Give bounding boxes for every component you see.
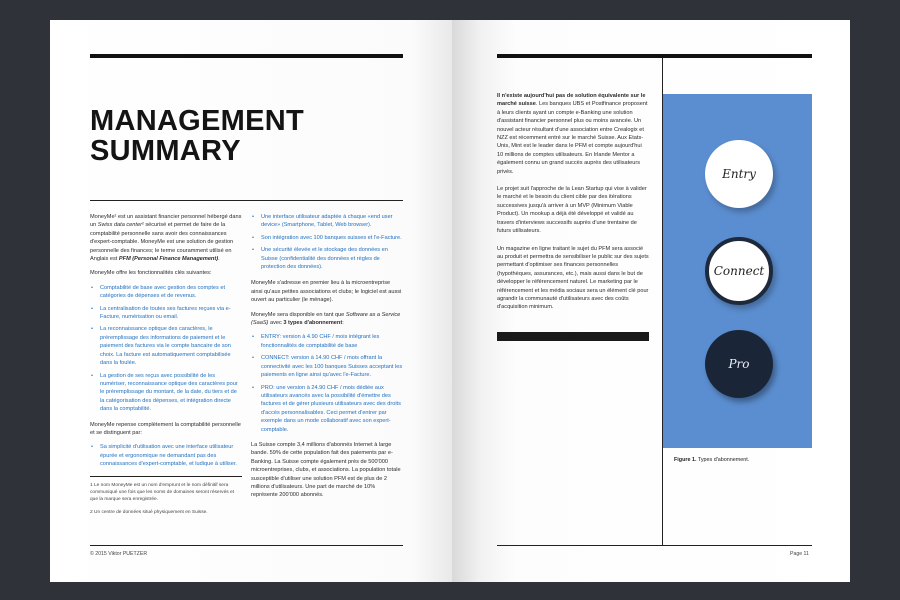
page-number: Page 11 xyxy=(790,551,809,557)
list-item: • La centralisation de toutes ses factures reçues via e-Facture, numérisation ou email. xyxy=(90,305,242,322)
lean-startup-paragraph: Le projet suit l'approche de la Lean Startup qui vise à valider le marché et le besoin du client cible par des itérations successives jusqu'à arriver à un MVP (Minimum Viable Product). Un mookup a déjà été développé et validé au travers d'interviews successifs auprès d'une trentaine de futurs utilisateurs. xyxy=(497,186,647,235)
left-page xyxy=(50,20,452,582)
subscription-figure xyxy=(663,94,812,448)
tiers-list xyxy=(251,333,403,433)
page-title xyxy=(90,106,304,166)
features-intro: MoneyMe offre les fonctionnalités clés suivantes: xyxy=(90,270,212,277)
footnote-2: 2 Un centre de données situé physiquement en Suisse. xyxy=(90,509,208,515)
tier-entry: • ENTRY: version à 4.90 CHF / mois intégrant les fonctionnalités de comptabilité de base xyxy=(251,333,403,350)
right-page xyxy=(452,20,850,582)
list-item: • La reconnaissance optique des caractères, le préremplissage des informations de paiement et le paiement des factures via le compte bancaire de son choix. La facture est automatiquement comptabilisée dans la foulée. xyxy=(90,325,242,367)
target-paragraph: MoneyMe s'adresse en premier lieu à la microentreprise ainsi qu'aux petites associations et clubs; le logiciel est aussi ouvert au particulier (le ménage). xyxy=(251,280,402,304)
pro-circle: Pro xyxy=(705,330,773,398)
list-item: • Une sécurité élevée et le stockage des données en Suisse (confidentialité des données et règles de protection des données). xyxy=(251,246,403,271)
title-line-1: MANAGEMENT xyxy=(90,105,305,137)
footer-rule xyxy=(497,545,812,546)
market-paragraph: La Suisse compte 3,4 millions d'abonnés Internet à large bande. 59% de cette population fait des paiements par e-Banking. La Suisse compte également près de 500'000 microentreprises, clubs, et associations. La population totale susceptible d'utiliser une solution PFM est de plus de 2 millions d'utilisateurs. Une part de marché de 10% représente 200'000 abonnés. xyxy=(251,441,401,499)
distinction-list xyxy=(90,443,242,468)
footer-rule xyxy=(90,545,403,546)
title-line-2: SUMMARY xyxy=(90,135,241,167)
advantages-list xyxy=(251,213,403,271)
top-rule xyxy=(90,54,403,58)
tier-connect: • CONNECT: version à 14.90 CHF / mois offrant la connectivité avec les 100 banques Suisses acceptant les paiements en ligne ainsi qu'avec l'e-Facture. xyxy=(251,354,403,379)
list-item: • Sa simplicité d'utilisation avec une interface utilisateur épurée et ergonomique ne demandant pas des connaissances d'expert-comptable, et ludique à utiliser. xyxy=(90,443,242,468)
title-underline xyxy=(90,200,403,201)
magazine-paragraph: Un magazine en ligne traitant le sujet du PFM sera associé au produit et permettra de sensibiliser le public sur des sujets permettant d'optimiser ses finances personnelles (hypothèques, assurances, etc.), mais aussi dans le but de développer le référencement naturel. Le marketing par le référencement et les média sociaux sera un élément clé pour agrandir la communauté d'utilisateurs avec des coûts d'acquisition minimum. xyxy=(497,245,649,311)
footnote-rule xyxy=(90,476,242,477)
connect-circle: Connect xyxy=(705,237,773,305)
footnote-1: 1 Le nom MoneyMe est un nom d'emprunt et le nom définitif sera communiqué une fois que les noms de domaines seront réservés et que la marque sera enregistrée. xyxy=(90,482,234,502)
left-column-1 xyxy=(90,213,242,522)
features-list xyxy=(90,284,242,414)
market-paragraph: Il n'existe aujourd'hui pas de solution équivalente sur le marché suisse. Les banques UBS et Postfinance proposent à leurs clients ayant un compte e-Banking une solution d'assistant financier personnel plus ou moins avancée. Un nouvel acteur résultant d'une association entre Crealogix et NZZ est récemment entré sur le marché Suisse. Aux Etats-Unis, Mint est le leader dans le PFM et compte aujourd'hui 10 millions de comptes utilisateurs. En Irlande Mentor a également connu un grand succès auprès des utilisateurs privés. xyxy=(497,93,648,175)
intro-paragraph: MoneyMe¹ est un assistant financier personnel hébergé dans un Swiss data center² sécurisé et permet de faire de la comptabilité personnelle sans avoir des connaissances d'expert-comptable. MoneyMe est une solution de gestion personnelle des finances; le terme couramment utilisé en Anglais est PFM (Personal Finance Management). xyxy=(90,214,242,263)
list-item: • La gestion de ses reçus avec possibilité de les numériser, reconnaissance optique des caractères pour le préremplissage du montant, de la date, du tiers et de la catégorisation des dépenses, et intégration directe dans la comptabilité. xyxy=(90,372,242,414)
list-item: • Comptabilité de base avec gestion des comptes et catégories de dépenses et de revenus. xyxy=(90,284,242,301)
subscription-intro: MoneyMe sera disponible en tant que Software as a Service (SaaS) avec 3 types d'abonnement: xyxy=(251,311,401,327)
copyright-footer: © 2015 Viktor PUETZER xyxy=(90,551,148,557)
tier-pro: • PRO: une version à 24.90 CHF / mois dédiée aux utilisateurs avancés avec la possibilité d'émettre des factures et de gérer plusieurs utilisateurs avec des droits d'accès personnalisables. Ceci permet d'entrer par exemple dans un mode collaboratif avec son expert-comptable. xyxy=(251,384,403,434)
list-item: • Son intégration avec 100 banques suisses et l'e-Facture. xyxy=(251,234,403,242)
top-rule xyxy=(497,54,812,58)
figure-caption: Figure 1. Types d'abonnement. xyxy=(674,457,750,463)
left-column-2 xyxy=(251,213,403,506)
right-column xyxy=(497,92,649,318)
black-bar xyxy=(497,332,649,341)
list-item: • Une interface utilisateur adaptée à chaque «end user device» (Smartphone, Tablet, Web browser). xyxy=(251,213,403,230)
entry-circle: Entry xyxy=(705,140,773,208)
distinction-intro: MoneyMe repense complètement la comptabilité personnelle et se distinguent par: xyxy=(90,421,241,436)
